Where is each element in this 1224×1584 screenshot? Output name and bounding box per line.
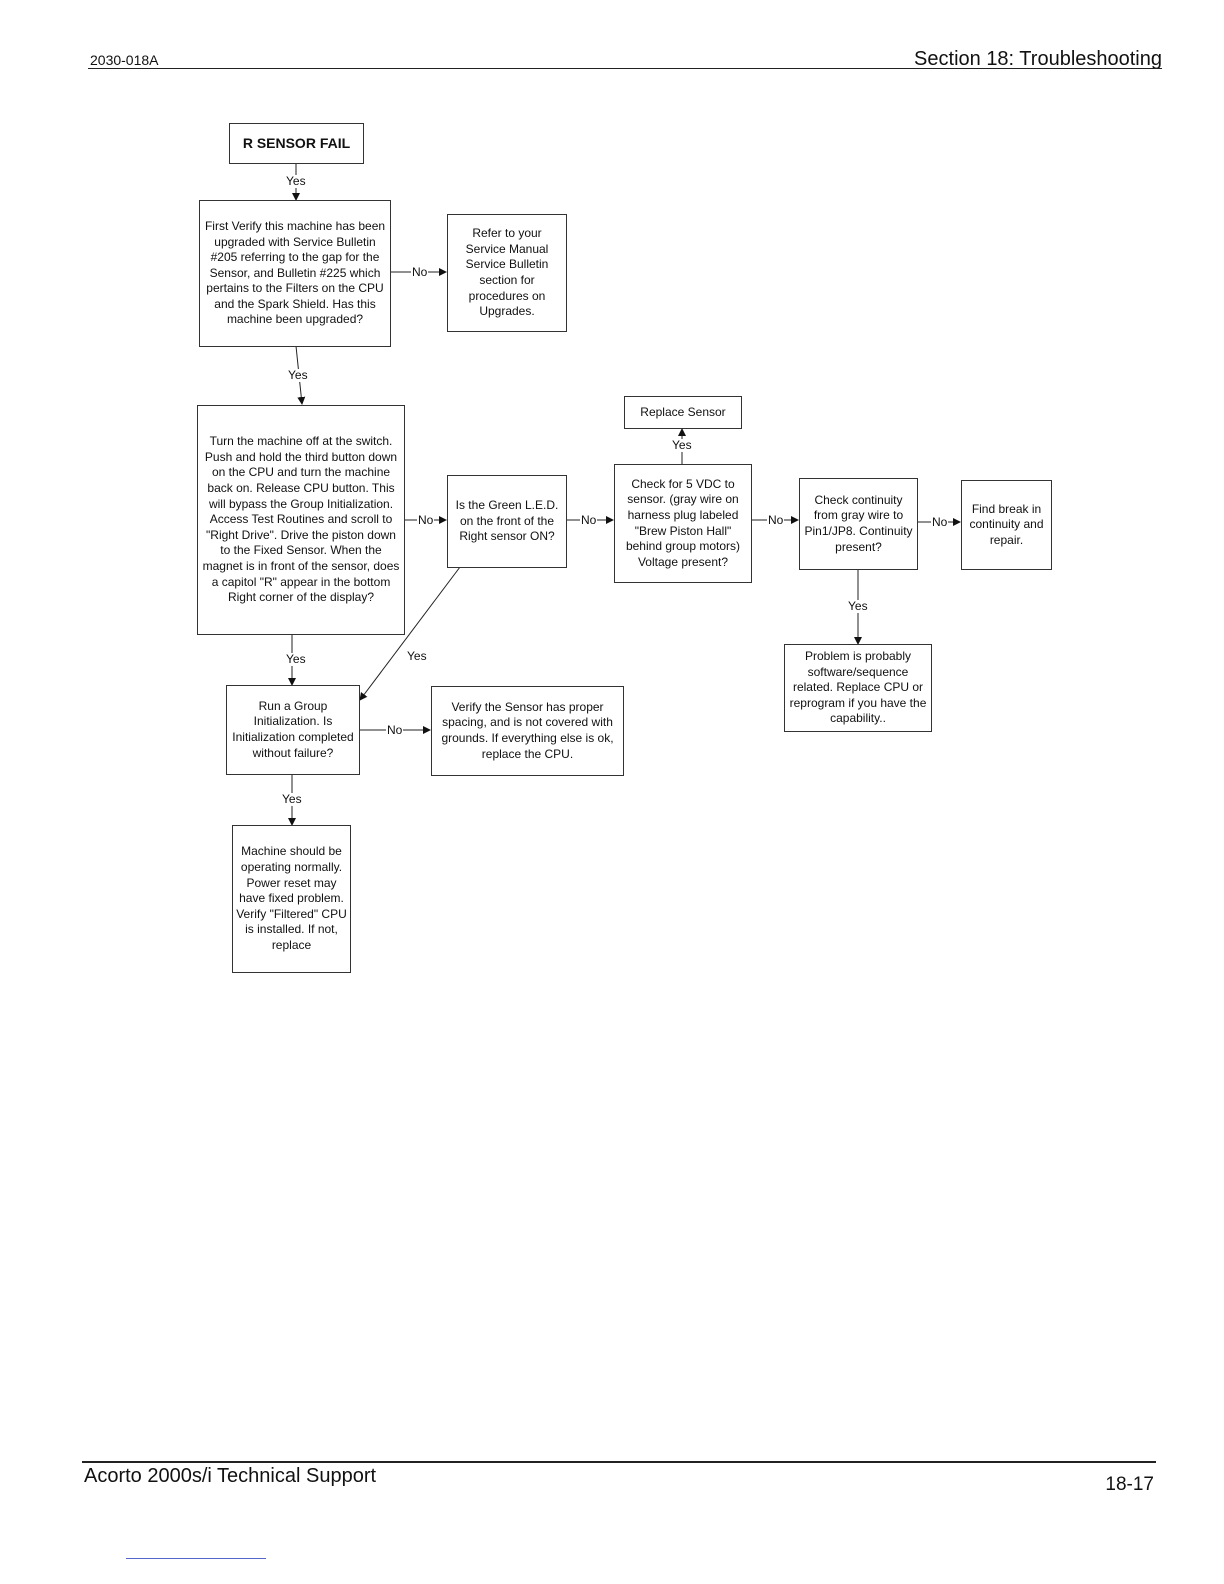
label-no-5vdc: No	[768, 513, 784, 527]
box-r-sensor-fail	[229, 123, 364, 164]
box-find-break	[961, 480, 1052, 570]
box-green-led	[447, 475, 567, 568]
box-run-group-init	[226, 685, 360, 775]
box-machine-operating	[232, 825, 351, 973]
find-break-text: Find break in continuity and repair.	[969, 501, 1044, 547]
turn-off-text: Turn the machine off at the switch. Push and hold the third button down on the CPU and turn the machine back on. Release CPU button. This will bypass the Group Initialization. Access Test Routines and scroll to "Right Drive". Drive the piston down to the Fixed Sensor. When the magnet is in front of the sensor, does a capitol "R" appear in the bottom Right corner of the display?	[202, 434, 400, 605]
label-no-verify: No	[412, 265, 428, 279]
verify-spacing-text: Verify the Sensor has proper spacing, and is not covered with grounds. If everything else is ok, replace the CPU.	[441, 699, 614, 761]
label-no-turnoff: No	[418, 513, 434, 527]
verify-upgrade-text: First Verify this machine has been upgraded with Service Bulletin #205 referring to the gap for the Sensor, and Bulletin #225 which pertains to the Filters on the CPU and the Spark Shield. Has this machine been upgraded?	[204, 218, 386, 327]
label-no-led: No	[581, 513, 597, 527]
r-sensor-fail-text: R SENSOR FAIL	[242, 134, 351, 151]
box-check-5vdc	[614, 464, 752, 583]
box-turn-off-machine	[197, 405, 405, 635]
green-led-text: Is the Green L.E.D. on the front of the Right sensor ON?	[455, 498, 559, 544]
section-title: Section 18: Troubleshooting	[914, 48, 1162, 70]
check-continuity-text: Check continuity from gray wire to Pin1/JP8. Continuity present?	[804, 492, 913, 554]
label-yes-init: Yes	[282, 792, 302, 806]
label-no-init: No	[387, 723, 403, 737]
label-yes-turnoff: Yes	[286, 652, 306, 666]
label-no-continuity: No	[932, 515, 948, 529]
box-verify-upgrade	[199, 200, 391, 347]
label-yes-continuity: Yes	[848, 599, 868, 613]
problem-software-text: Problem is probably software/sequence related. Replace CPU or reprogram if you have the capability..	[789, 649, 927, 726]
refer-manual-text: Refer to your Service Manual Service Bulletin section for procedures on Upgrades.	[465, 226, 549, 319]
box-problem-software	[784, 644, 932, 732]
box-verify-spacing	[431, 686, 624, 776]
page-number: 18-17	[1105, 1474, 1154, 1495]
document-number: 2030-018A	[90, 52, 159, 68]
box-check-continuity	[799, 478, 918, 570]
label-yes-title: Yes	[286, 174, 306, 188]
footer-manual-title: Acorto 2000s/i Technical Support	[84, 1465, 377, 1487]
label-yes-led: Yes	[407, 649, 427, 663]
replace-sensor-text: Replace Sensor	[640, 404, 726, 419]
run-group-init-text: Run a Group Initialization. Is Initialization completed without failure?	[232, 698, 354, 760]
box-refer-manual	[447, 214, 567, 332]
label-yes-5vdc: Yes	[672, 438, 692, 452]
label-yes-verify: Yes	[288, 368, 308, 382]
check-5vdc-text: Check for 5 VDC to sensor. (gray wire on harness plug labeled "Brew Piston Hall" behind group motors) Voltage present?	[625, 476, 741, 569]
box-replace-sensor	[624, 396, 742, 429]
machine-operating-text: Machine should be operating normally. Power reset may have fixed problem. Verify "Filtered" CPU is installed. If not, replace	[236, 844, 347, 952]
